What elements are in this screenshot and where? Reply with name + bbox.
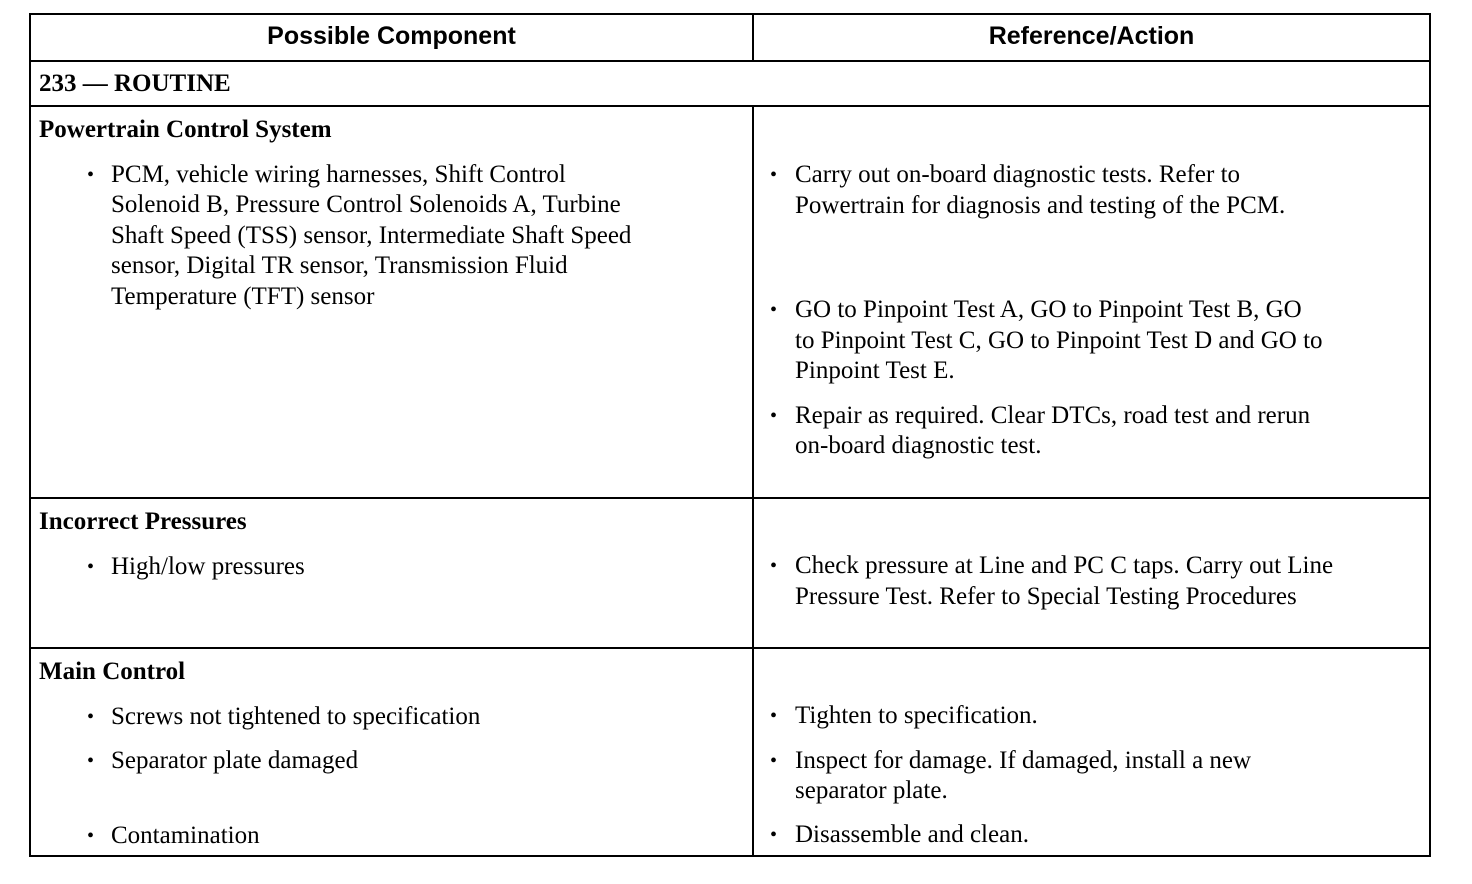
bullet-icon: • [770, 555, 778, 577]
bullet-icon: • [770, 404, 778, 427]
bullet-icon: • [770, 164, 778, 186]
list-item: • Disassemble and clean. [754, 820, 1429, 851]
bullet-icon: • [770, 823, 778, 846]
section-title: Powertrain Control System [39, 116, 332, 143]
list-item: • Check pressure at Line and PC C taps. Carry out Line Pressure Test. Refer to Special Testing Procedures [770, 552, 1334, 610]
action-cell [754, 107, 1429, 497]
list-item: • PCM, vehicle wiring harnesses, Shift Control Solenoid B, Pressure Control Solenoids A, Turbine Shaft Speed (TSS) sensor, Intermediate Shaft Speed sensor, Digital TR sensor, Transmission Fluid Temperature (TFT) sensor [87, 160, 632, 310]
action-cell [754, 499, 1429, 647]
list-item: • Carry out on-board diagnostic tests. Refer to Powertrain for diagnosis and testing of the PCM. [770, 161, 1286, 219]
routine-label: 233 — ROUTINE [39, 70, 231, 97]
diagnostic-table [29, 13, 1431, 857]
section-title: Main Control [39, 658, 186, 685]
table-row [31, 497, 1429, 647]
list-item: • Repair as required. Clear DTCs, road test and rerun on-board diagnostic test. [770, 401, 1311, 459]
bullet-icon: • [87, 705, 95, 728]
list-item: • High/low pressures [31, 552, 752, 583]
list-item: • Separator plate damaged [31, 746, 752, 777]
list-item: • Tighten to specification. [754, 701, 1429, 732]
bullet-icon: • [770, 705, 778, 727]
bullet-icon: • [770, 299, 778, 321]
component-cell [31, 499, 754, 647]
table-header-row [31, 15, 1429, 60]
action-cell [754, 649, 1429, 855]
header-reference-action: Reference/Action [988, 22, 1195, 50]
header-possible-component: Possible Component [31, 15, 754, 60]
table-row [31, 105, 1429, 497]
bullet-icon: • [770, 749, 778, 772]
component-cell [31, 649, 754, 855]
bullet-icon: • [87, 750, 95, 772]
bullet-icon: • [87, 824, 95, 847]
list-item: • Contamination [31, 821, 752, 852]
list-item: • Screws not tightened to specification [31, 702, 752, 733]
bullet-icon: • [87, 555, 95, 578]
bullet-icon: • [87, 163, 95, 186]
routine-row [31, 60, 1429, 105]
list-item: • Inspect for damage. If damaged, install a new separator plate. [770, 746, 1252, 804]
component-cell [31, 107, 754, 497]
list-item: • GO to Pinpoint Test A, GO to Pinpoint Test B, GO to Pinpoint Test C, GO to Pinpoint Test D and GO to Pinpoint Test E. [770, 296, 1323, 384]
table-row [31, 647, 1429, 855]
section-title: Incorrect Pressures [39, 508, 247, 535]
